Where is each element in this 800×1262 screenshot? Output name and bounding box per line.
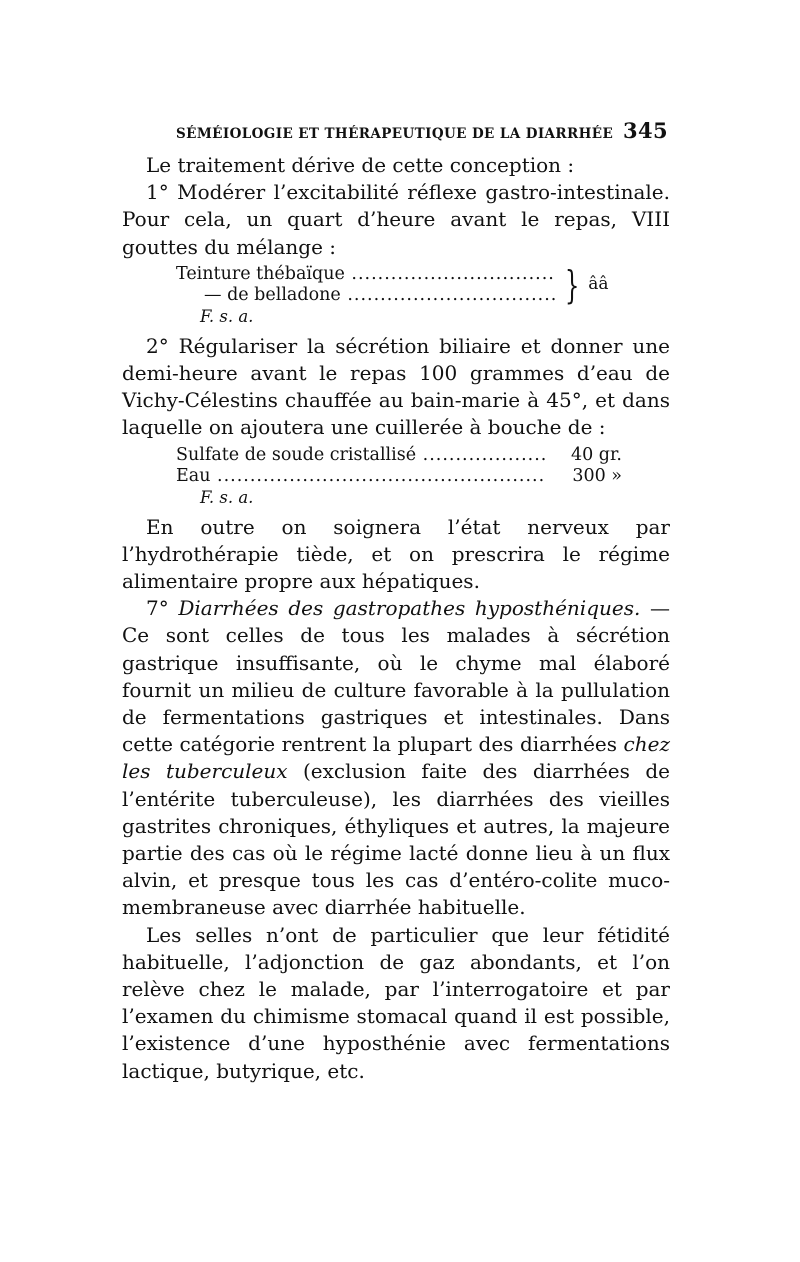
italic-phrase: chez les tuberculeux: [122, 732, 670, 784]
prescription-1: [176, 262, 609, 328]
paragraph-first-point: 1° Modérer l’excitabilité réflexe gastro-intestinale. Pour cela, un quart d’heure avant le repas, VIII gouttes du mélange :: [122, 180, 670, 259]
paragraph-second-point: 2° Régulariser la sécrétion biliaire et donner une demi-heure avant le repas 100 grammes d’eau de Vichy-Célestins chauffée au bain-marie à 45°, et dans laquelle on ajoutera une cuillerée à bouche de :: [122, 333, 670, 440]
running-title: SÉMÉIOLOGIE ET THÉRAPEUTIQUE DE LA DIARRHÉE: [176, 126, 614, 142]
ingredient-belladone: — de belladone .....: [176, 285, 556, 306]
section-title: Diarrhées des gastropathes hyposthéniques.: [178, 596, 641, 621]
page-header: [176, 118, 676, 148]
curly-brace-icon: }: [564, 262, 580, 307]
quantity-aa: ââ: [588, 274, 609, 295]
ingredient-eau: Eau .....: [176, 466, 546, 487]
quantity-eau: 300 »: [572, 465, 622, 486]
paragraph-stools: Les selles n’ont de particulier que leur fétidité habituelle, l’adjonction de gaz abondants, et l’on relève chez le malade, par l’interrogatoire et par l’examen du chimisme stomacal quand il est possible, l’existence d’une hyposthénie avec fermentations lactique, butyrique, etc.: [122, 922, 670, 1083]
fsa-note: F. s. a.: [200, 306, 254, 326]
paragraph-nervous-state: En outre on soignera l’état nerveux par l’hydrothérapie tiède, et on prescrira le régime alimentaire propre aux hépatiques.: [122, 514, 670, 594]
body-text: [122, 152, 670, 1085]
paragraph-seventh-point: [122, 595, 670, 921]
ingredient-sulfate-soude: Sulfate de soude cristallisé .....: [176, 445, 546, 466]
ingredient-teinture-thebaique: Teinture thébaïque .....: [176, 264, 556, 285]
point-number: 7°: [146, 596, 179, 621]
text-part: (exclusion faite des diarrhées de l’entérite tuberculeuse), les diarrhées des vieilles gastrites chroniques, éthyliques et autres, la majeure partie des cas où le régime lacté donne lieu à un flux alvin, et presque tous les cas d’entéro-colite muco-membraneuse avec diarrhée habituelle.: [122, 759, 670, 920]
prescription-2: [176, 445, 626, 509]
fsa-note: F. s. a.: [200, 487, 254, 507]
page-number: 345: [622, 118, 668, 143]
paragraph-intro: Le traitement dérive de cette conception :: [146, 153, 575, 177]
text-part: — Ce sont celles de tous les malades à sécrétion gastrique insuffisante, où le chyme mal élaboré fournit un milieu de culture favorable à la pullulation de fermentations gastriques et intestinales. Dans cette catégorie rentrent la plupart des diarrhées: [122, 596, 670, 757]
quantity-sulfate: 40 gr.: [570, 444, 622, 465]
